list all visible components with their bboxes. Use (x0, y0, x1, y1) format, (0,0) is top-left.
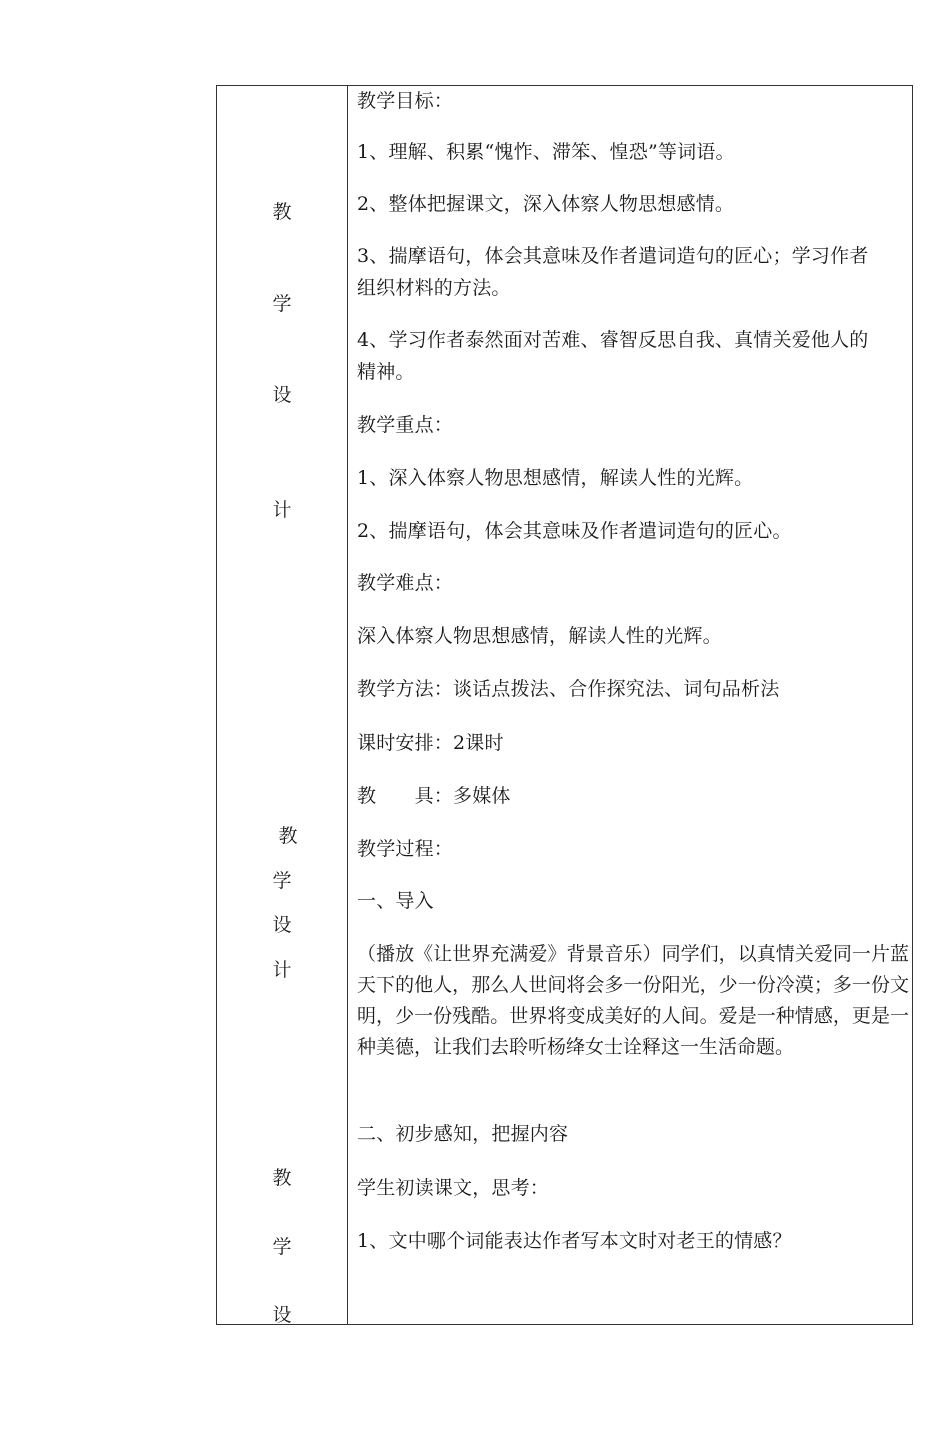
side-label-char: 学 (272, 1236, 292, 1258)
objective-item: 4、学习作者泰然面对苦难、睿智反思自我、真情关爱他人的 (357, 329, 869, 351)
process-heading: 教学过程： (357, 838, 454, 860)
side-label-char: 设 (272, 1304, 292, 1326)
objective-item: 1、理解、积累“愧怍、滞笨、惶恐”等词语。 (357, 141, 735, 163)
side-label-char: 教 (278, 825, 298, 847)
side-label-char: 教 (272, 201, 292, 223)
difficulty-item: 深入体察人物思想感情，解读人性的光辉。 (357, 625, 722, 647)
side-label-char: 学 (272, 293, 292, 315)
class-schedule: 课时安排：2课时 (357, 732, 504, 754)
section-heading: 一、导入 (357, 890, 434, 912)
question-item: 1、文中哪个词能表达作者写本文时对老王的情感？ (357, 1230, 792, 1252)
objective-item: 2、整体把握课文，深入体察人物思想感情。 (357, 193, 735, 215)
objective-item: 3、揣摩语句，体会其意味及作者遣词造句的匠心；学习作者 (357, 245, 869, 267)
key-point-item: 1、深入体察人物思想感情，解读人性的光辉。 (357, 467, 754, 489)
intro-paragraph: （播放《让世界充满爱》背景音乐）同学们，以真情关爱同一片蓝天下的他人，那么人世间将会多一份阳光，少一份冷漠；多一份文明，少一份残酷。世界将变成美好的人间。爱是一种情感，更是一种美德，让我们去聆听杨绛女士诠释这一生活命题。 (357, 943, 909, 1058)
teaching-methods: 教学方法：谈话点拨法、合作探究法、词句品析法 (357, 678, 780, 700)
side-label-char: 计 (272, 499, 292, 521)
side-label-char: 设 (272, 914, 292, 936)
side-label-char: 教 (272, 1167, 292, 1189)
difficulty-heading: 教学难点： (357, 572, 454, 594)
objective-item-continued: 精神。 (357, 361, 415, 383)
side-label-char: 计 (272, 959, 292, 981)
key-points-heading: 教学重点： (357, 414, 454, 436)
side-label-char: 学 (272, 870, 292, 892)
section-heading: 二、初步感知，把握内容 (357, 1123, 569, 1145)
student-task: 学生初读课文，思考： (357, 1177, 550, 1199)
objective-item-continued: 组织材料的方法。 (357, 277, 511, 299)
column-divider (347, 85, 348, 1325)
objectives-heading: 教学目标： (357, 90, 454, 112)
key-point-item: 2、揣摩语句，体会其意味及作者遣词造句的匠心。 (357, 520, 792, 542)
teaching-tools: 教 具：多媒体 (357, 785, 511, 807)
side-label-char: 设 (272, 384, 292, 406)
